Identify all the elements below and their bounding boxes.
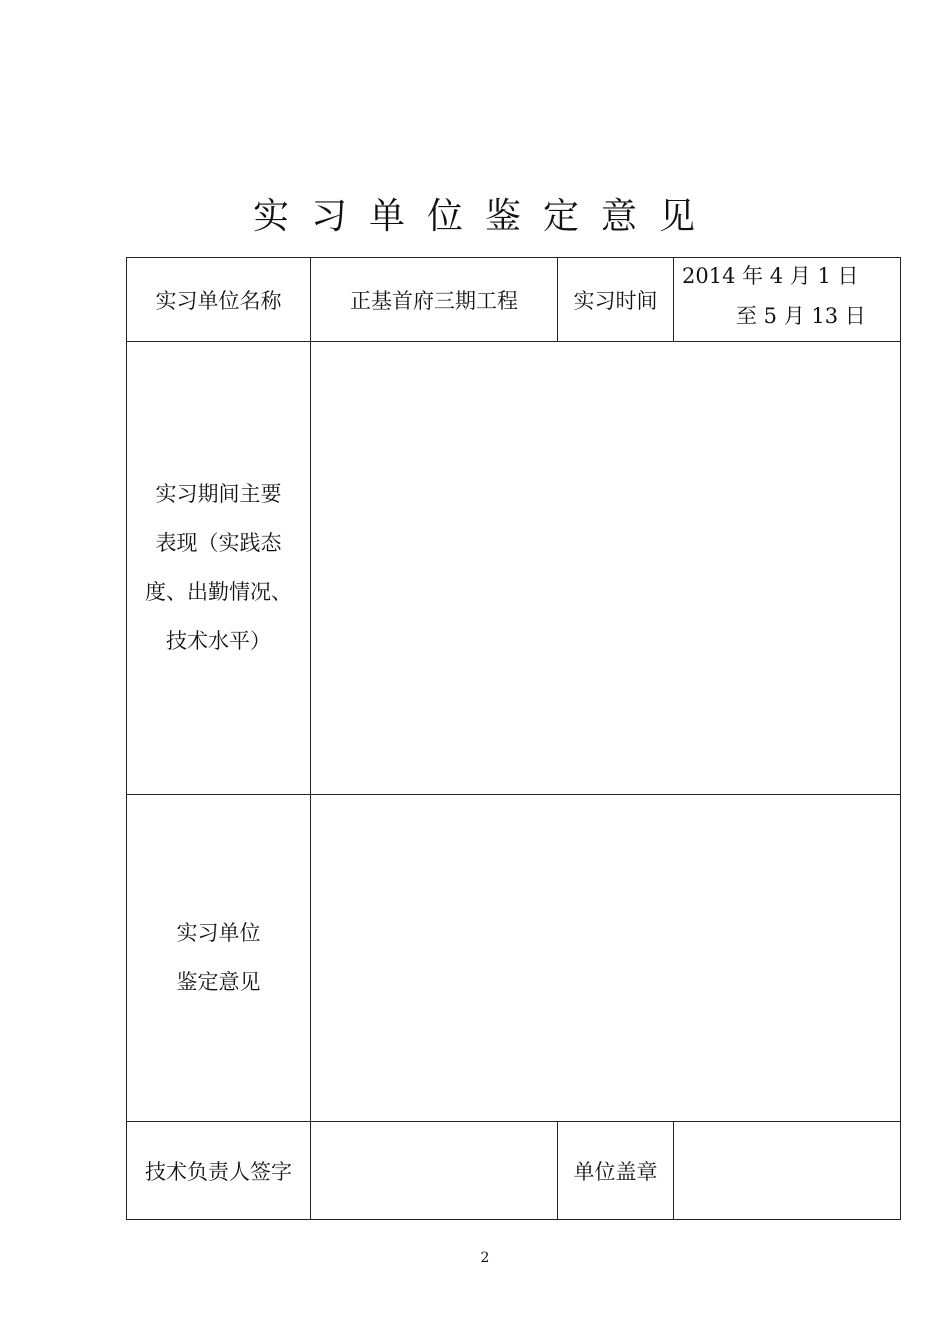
- appraisal-label-line: 实习单位: [176, 921, 261, 945]
- stamp-label: 单位盖章: [558, 1122, 674, 1220]
- form-title: 实习单位鉴定意见: [252, 196, 717, 237]
- period-end: 至 5 月 13 日: [736, 304, 866, 328]
- performance-label: [127, 342, 311, 795]
- period-label: 实习时间: [558, 258, 674, 342]
- appraisal-label: [127, 795, 311, 1122]
- signer-label: 技术负责人签字: [127, 1122, 311, 1220]
- period-value-cell: [674, 258, 901, 342]
- performance-label-line: 度、出勤情况、: [145, 580, 292, 604]
- performance-field[interactable]: [311, 342, 901, 795]
- performance-label-line: 技术水平）: [166, 629, 271, 653]
- unit-name-value: 正基首府三期工程: [311, 258, 558, 342]
- page-number: 2: [480, 1250, 490, 1266]
- unit-name-label: 实习单位名称: [127, 258, 311, 342]
- signer-field[interactable]: [311, 1122, 558, 1220]
- appraisal-label-line: 鉴定意见: [176, 970, 261, 994]
- period-start: 2014 年 4 月 1 日: [682, 264, 859, 288]
- appraisal-field[interactable]: [311, 795, 901, 1122]
- performance-label-line: 实习期间主要: [155, 482, 282, 506]
- performance-label-line: 表现（实践态: [155, 531, 282, 555]
- stamp-field[interactable]: [674, 1122, 901, 1220]
- appraisal-form-table: [126, 257, 901, 1220]
